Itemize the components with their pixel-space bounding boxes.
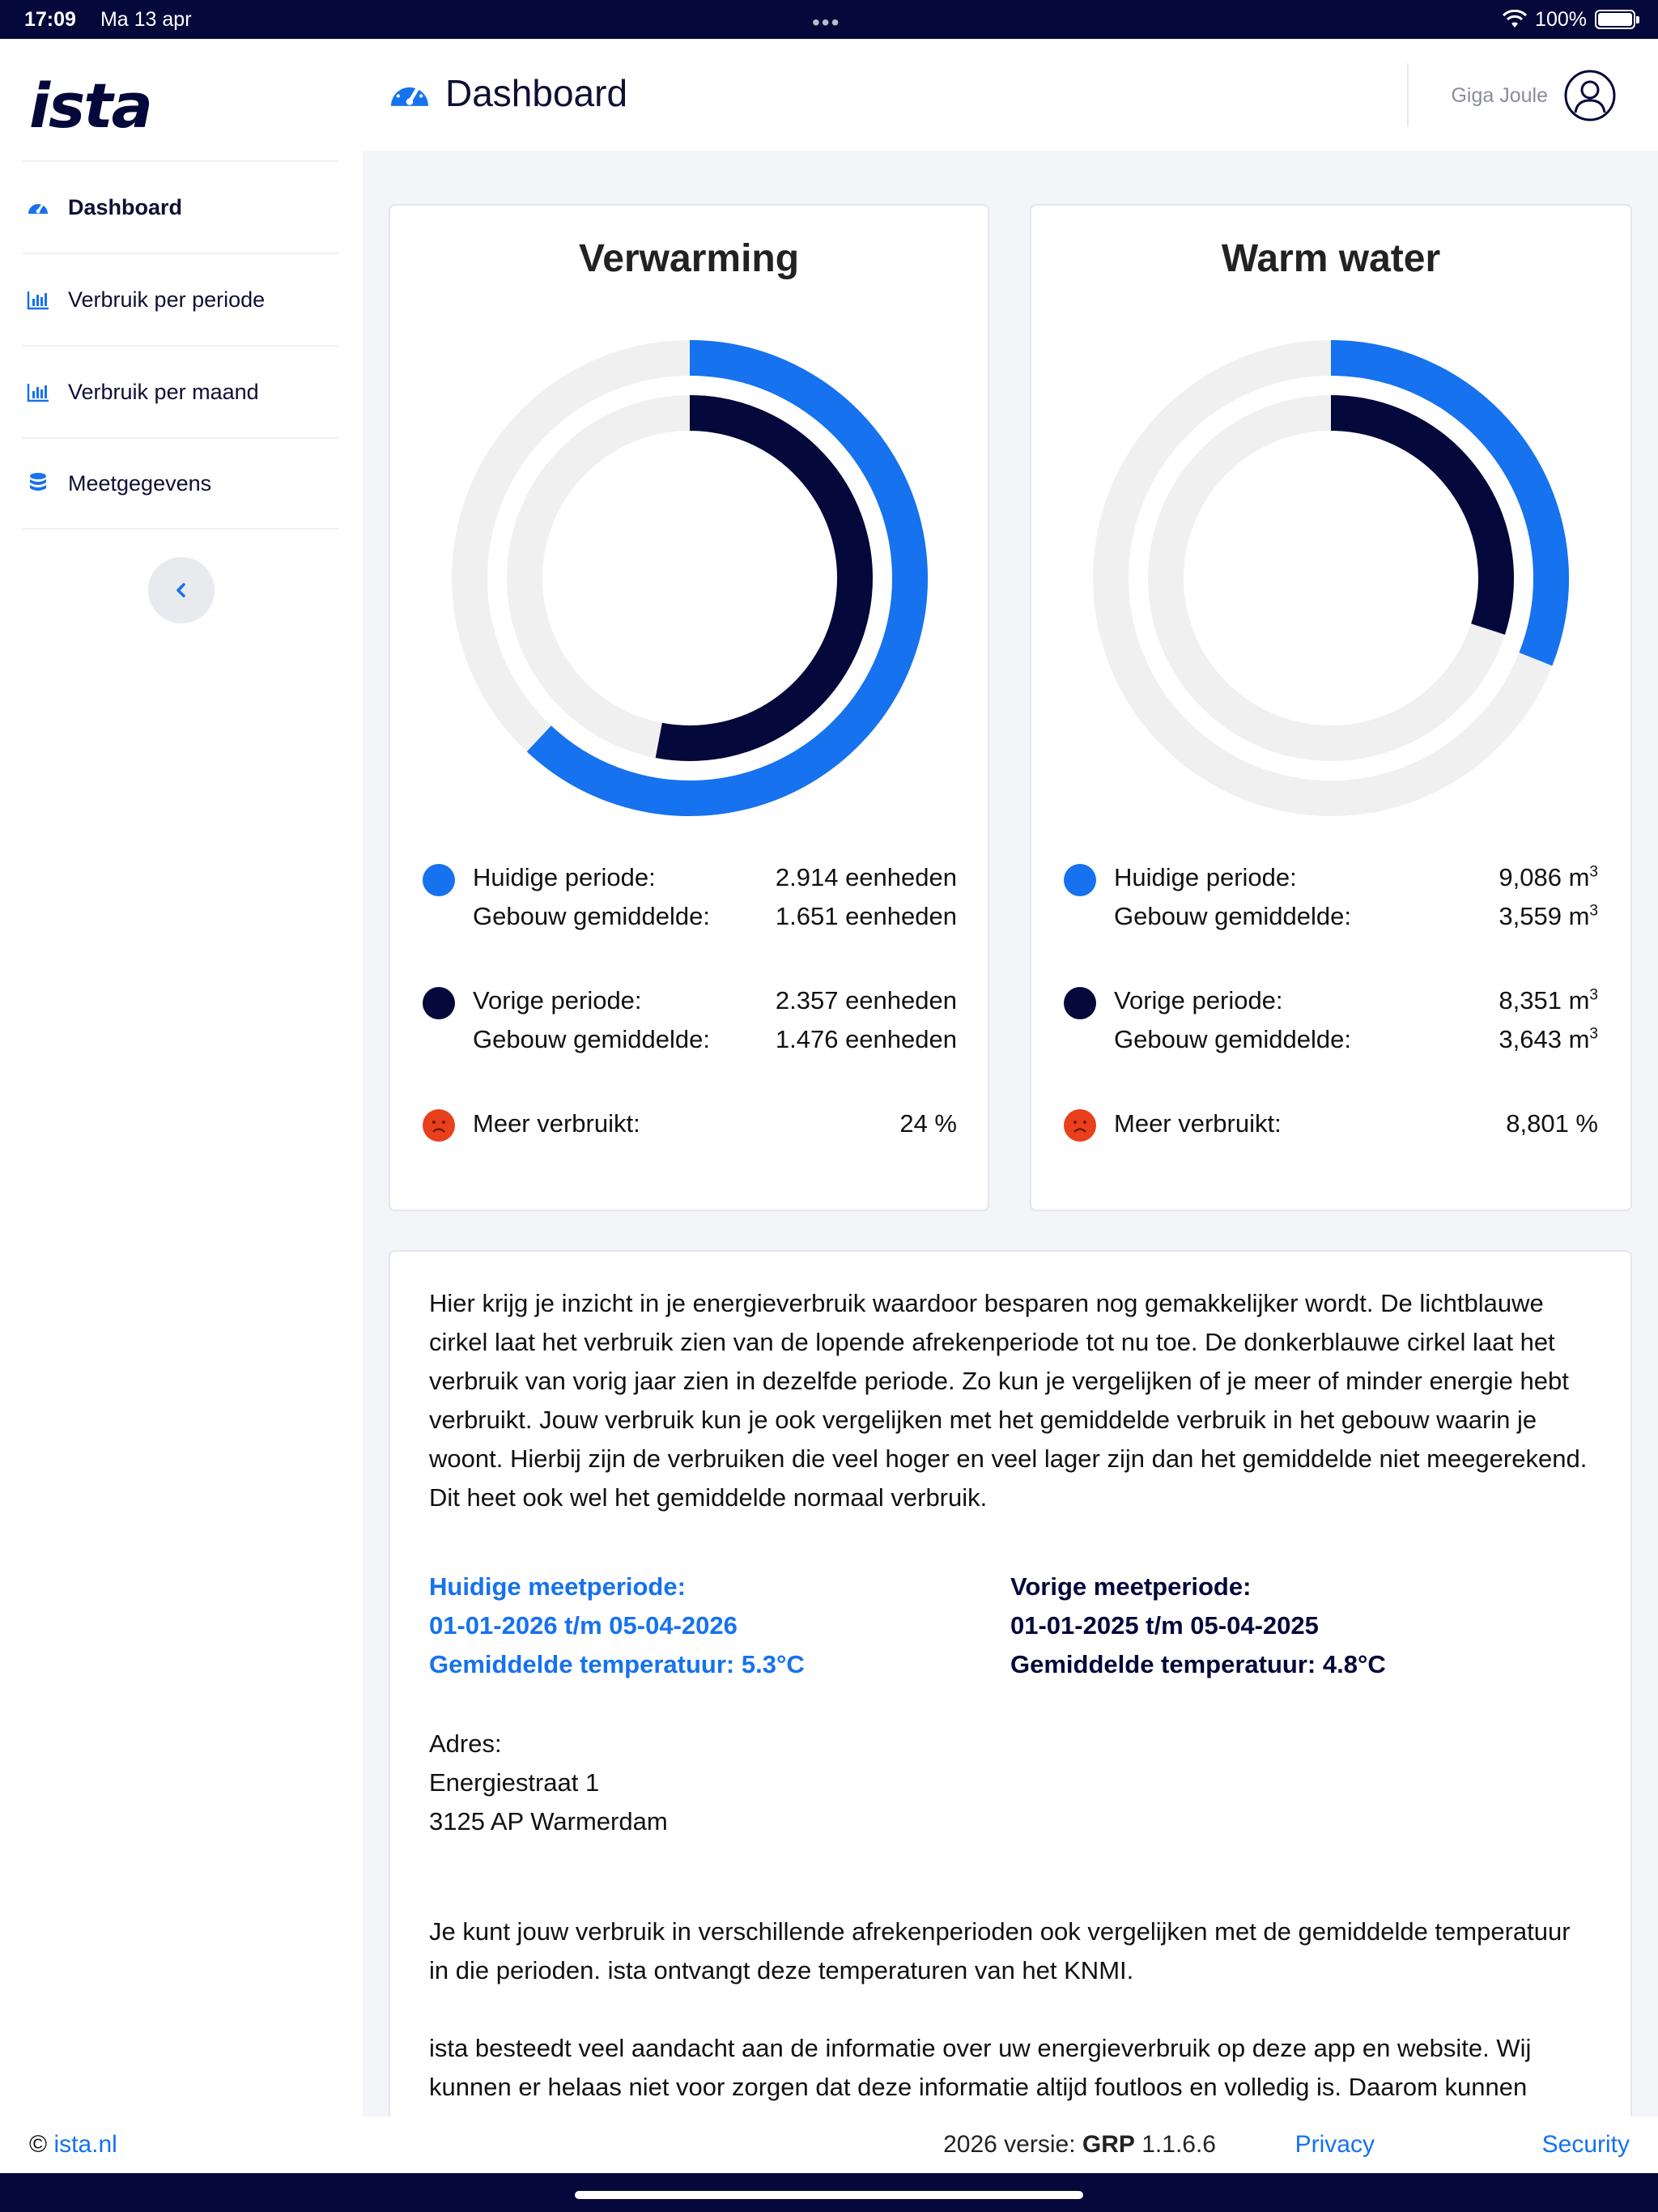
- building-average-value: 3,559 $m^3$: [1499, 902, 1598, 930]
- info-disclaimer-text: ista besteedt veel aandacht aan de informatie over uw energieverbruik op deze app en website. Wij kunnen er helaas niet voor zorgen dat deze informatie altijd foutloos en volledig is. Daarom kunnen: [429, 2034, 1532, 2101]
- warmwater-donut-chart: [1080, 327, 1582, 829]
- collapse-sidebar-button[interactable]: [148, 557, 215, 623]
- home-indicator[interactable]: [575, 2191, 1083, 2199]
- info-temperature-text: Je kunt jouw verbruik in verschillende afrekenperioden ook vergelijken met de gemiddelde temperatuur in die perioden. ista ontvangt deze temperaturen van het KNMI.: [429, 1917, 1571, 1984]
- footer: [0, 2116, 1658, 2173]
- heating-card: [389, 204, 989, 1211]
- chevron-left-icon: [172, 581, 190, 599]
- page-title-text: Dashboard: [445, 72, 628, 114]
- sad-face-icon: [423, 1109, 455, 1142]
- dashboard-gauge-icon: [387, 74, 432, 112]
- user-menu[interactable]: [1451, 70, 1616, 121]
- address-label: Adres:: [429, 1729, 502, 1758]
- previous-period-value: 8,351 $m^3$: [1499, 986, 1598, 1015]
- sidebar-item-verbruik-per-periode[interactable]: [23, 253, 338, 345]
- previous-period-label: Vorige periode:: [1114, 986, 1283, 1015]
- warmwater-more-usage: [1064, 1104, 1598, 1143]
- sidebar-nav: [23, 160, 338, 530]
- current-period-value: 9,086 $m^3$: [1499, 863, 1598, 891]
- security-link[interactable]: Security: [1541, 2131, 1630, 2158]
- warmwater-legend-previous: [1064, 981, 1598, 1059]
- footer-version: 2026 versie: GRP 1.1.6.6: [943, 2131, 1216, 2158]
- page-title: [387, 71, 627, 115]
- status-bar: [0, 0, 1658, 39]
- previous-period-dot: [1064, 987, 1096, 1019]
- ista-logo[interactable]: ista: [29, 70, 151, 142]
- sidebar-item-verbruik-per-maand[interactable]: [23, 345, 338, 437]
- page-header: [363, 39, 1658, 151]
- current-period-title: Huidige meetperiode:: [429, 1572, 686, 1601]
- building-average-label: Gebouw gemiddelde:: [473, 902, 710, 930]
- header-divider: [1407, 63, 1409, 126]
- building-average-label: Gebouw gemiddelde:: [1114, 902, 1351, 930]
- current-period-dot: [423, 864, 455, 896]
- more-usage-value: 24 %: [899, 1109, 957, 1138]
- database-icon: [26, 471, 50, 496]
- info-intro-text: Hier krijg je inzicht in je energieverbruik waardoor besparen nog gemakkelijker wordt. De lichtblauwe cirkel laat het verbruik zien van de lopende afrekenperiode tot nu toe. De donkerblauwe cirkel laat het verbruik van vorig jaar zien in dezelfde periode. Zo kun je vergelijken of je meer of minder energie hebt verbruikt. Jouw verbruik kun je ook vergelijken met het gemiddelde verbruik in het gebouw waarin je woont. Hierbij zijn de verbruiken die veel hoger en veel lager zijn dan het gemiddelde niet meegerekend. Dit heet ook wel het gemiddelde normaal verbruik.: [429, 1289, 1588, 1512]
- current-measure-period: [429, 1568, 805, 1684]
- sidebar-item-label: Dashboard: [68, 194, 183, 219]
- heating-legend-current: [423, 858, 957, 936]
- user-avatar-icon: [1564, 70, 1616, 121]
- current-period-label: Huidige periode:: [473, 863, 656, 891]
- sidebar-item-meetgegevens[interactable]: [23, 437, 338, 530]
- footer-copyright: © ista.nl: [29, 2131, 117, 2158]
- more-usage-value: 8,801 %: [1506, 1109, 1598, 1138]
- warmwater-card: [1030, 204, 1632, 1211]
- more-usage-label: Meer verbruikt:: [1114, 1109, 1282, 1138]
- previous-period-value: 2.357 eenheden: [775, 986, 957, 1015]
- battery-icon: [1595, 10, 1635, 29]
- building-average-value: 1.651 eenheden: [775, 902, 957, 930]
- status-date: Ma 13 apr: [100, 7, 192, 31]
- user-name: Giga Joule: [1451, 83, 1548, 107]
- building-average-value: 3,643 $m^3$: [1499, 1025, 1598, 1053]
- heating-title: Verwarming: [578, 237, 800, 280]
- previous-period-temperature: Gemiddelde temperatuur: 4.8°C: [1010, 1650, 1386, 1678]
- more-usage-label: Meer verbruikt:: [473, 1109, 640, 1138]
- wifi-icon: [1503, 10, 1527, 29]
- building-average-value: 1.476 eenheden: [775, 1025, 957, 1053]
- sidebar-item-label: Verbruik per maand: [68, 379, 259, 404]
- address-city: 3125 AP Warmerdam: [429, 1807, 668, 1836]
- warmwater-legend-current: [1064, 858, 1598, 936]
- sidebar: [0, 39, 363, 2116]
- sidebar-item-label: Verbruik per periode: [68, 287, 266, 312]
- current-period-range: 01-01-2026 t/m 05-04-2026: [429, 1611, 738, 1640]
- battery-percentage: 100%: [1535, 7, 1587, 31]
- privacy-link[interactable]: Privacy: [1295, 2131, 1375, 2158]
- sidebar-item-dashboard[interactable]: [23, 160, 338, 253]
- dashboard-gauge-icon: [26, 195, 50, 219]
- heating-legend-previous: [423, 981, 957, 1059]
- heating-more-usage: [423, 1104, 957, 1143]
- sad-face-icon: [1064, 1109, 1096, 1142]
- previous-period-label: Vorige periode:: [473, 986, 642, 1015]
- heating-donut-chart: [439, 327, 941, 829]
- status-time: 17:09: [24, 7, 76, 31]
- previous-period-title: Vorige meetperiode:: [1010, 1572, 1252, 1601]
- multitasking-dots-icon[interactable]: •••: [812, 10, 841, 35]
- current-period-label: Huidige periode:: [1114, 863, 1297, 891]
- current-period-dot: [1064, 864, 1096, 896]
- address-block: [429, 1725, 668, 1841]
- building-average-label: Gebouw gemiddelde:: [473, 1025, 710, 1053]
- home-indicator-area: [0, 2173, 1658, 2212]
- donut-arc-previous-period: [659, 413, 855, 743]
- warmwater-title: Warm water: [1221, 237, 1441, 280]
- sidebar-item-label: Meetgegevens: [68, 470, 212, 496]
- info-card: [389, 1250, 1632, 2116]
- current-period-temperature: Gemiddelde temperatuur: 5.3°C: [429, 1650, 805, 1678]
- address-street: Energiestraat 1: [429, 1768, 600, 1797]
- bar-chart-icon: [26, 287, 50, 312]
- building-average-label: Gebouw gemiddelde:: [1114, 1025, 1351, 1053]
- main-content: [363, 151, 1658, 2116]
- current-period-value: 2.914 eenheden: [775, 863, 957, 891]
- previous-period-range: 01-01-2025 t/m 05-04-2025: [1010, 1611, 1319, 1640]
- previous-measure-period: [1010, 1568, 1386, 1684]
- bar-chart-icon: [26, 380, 50, 404]
- ista-link[interactable]: ista.nl: [53, 2131, 117, 2158]
- donut-arc-previous-period: [1331, 413, 1496, 629]
- previous-period-dot: [423, 987, 455, 1019]
